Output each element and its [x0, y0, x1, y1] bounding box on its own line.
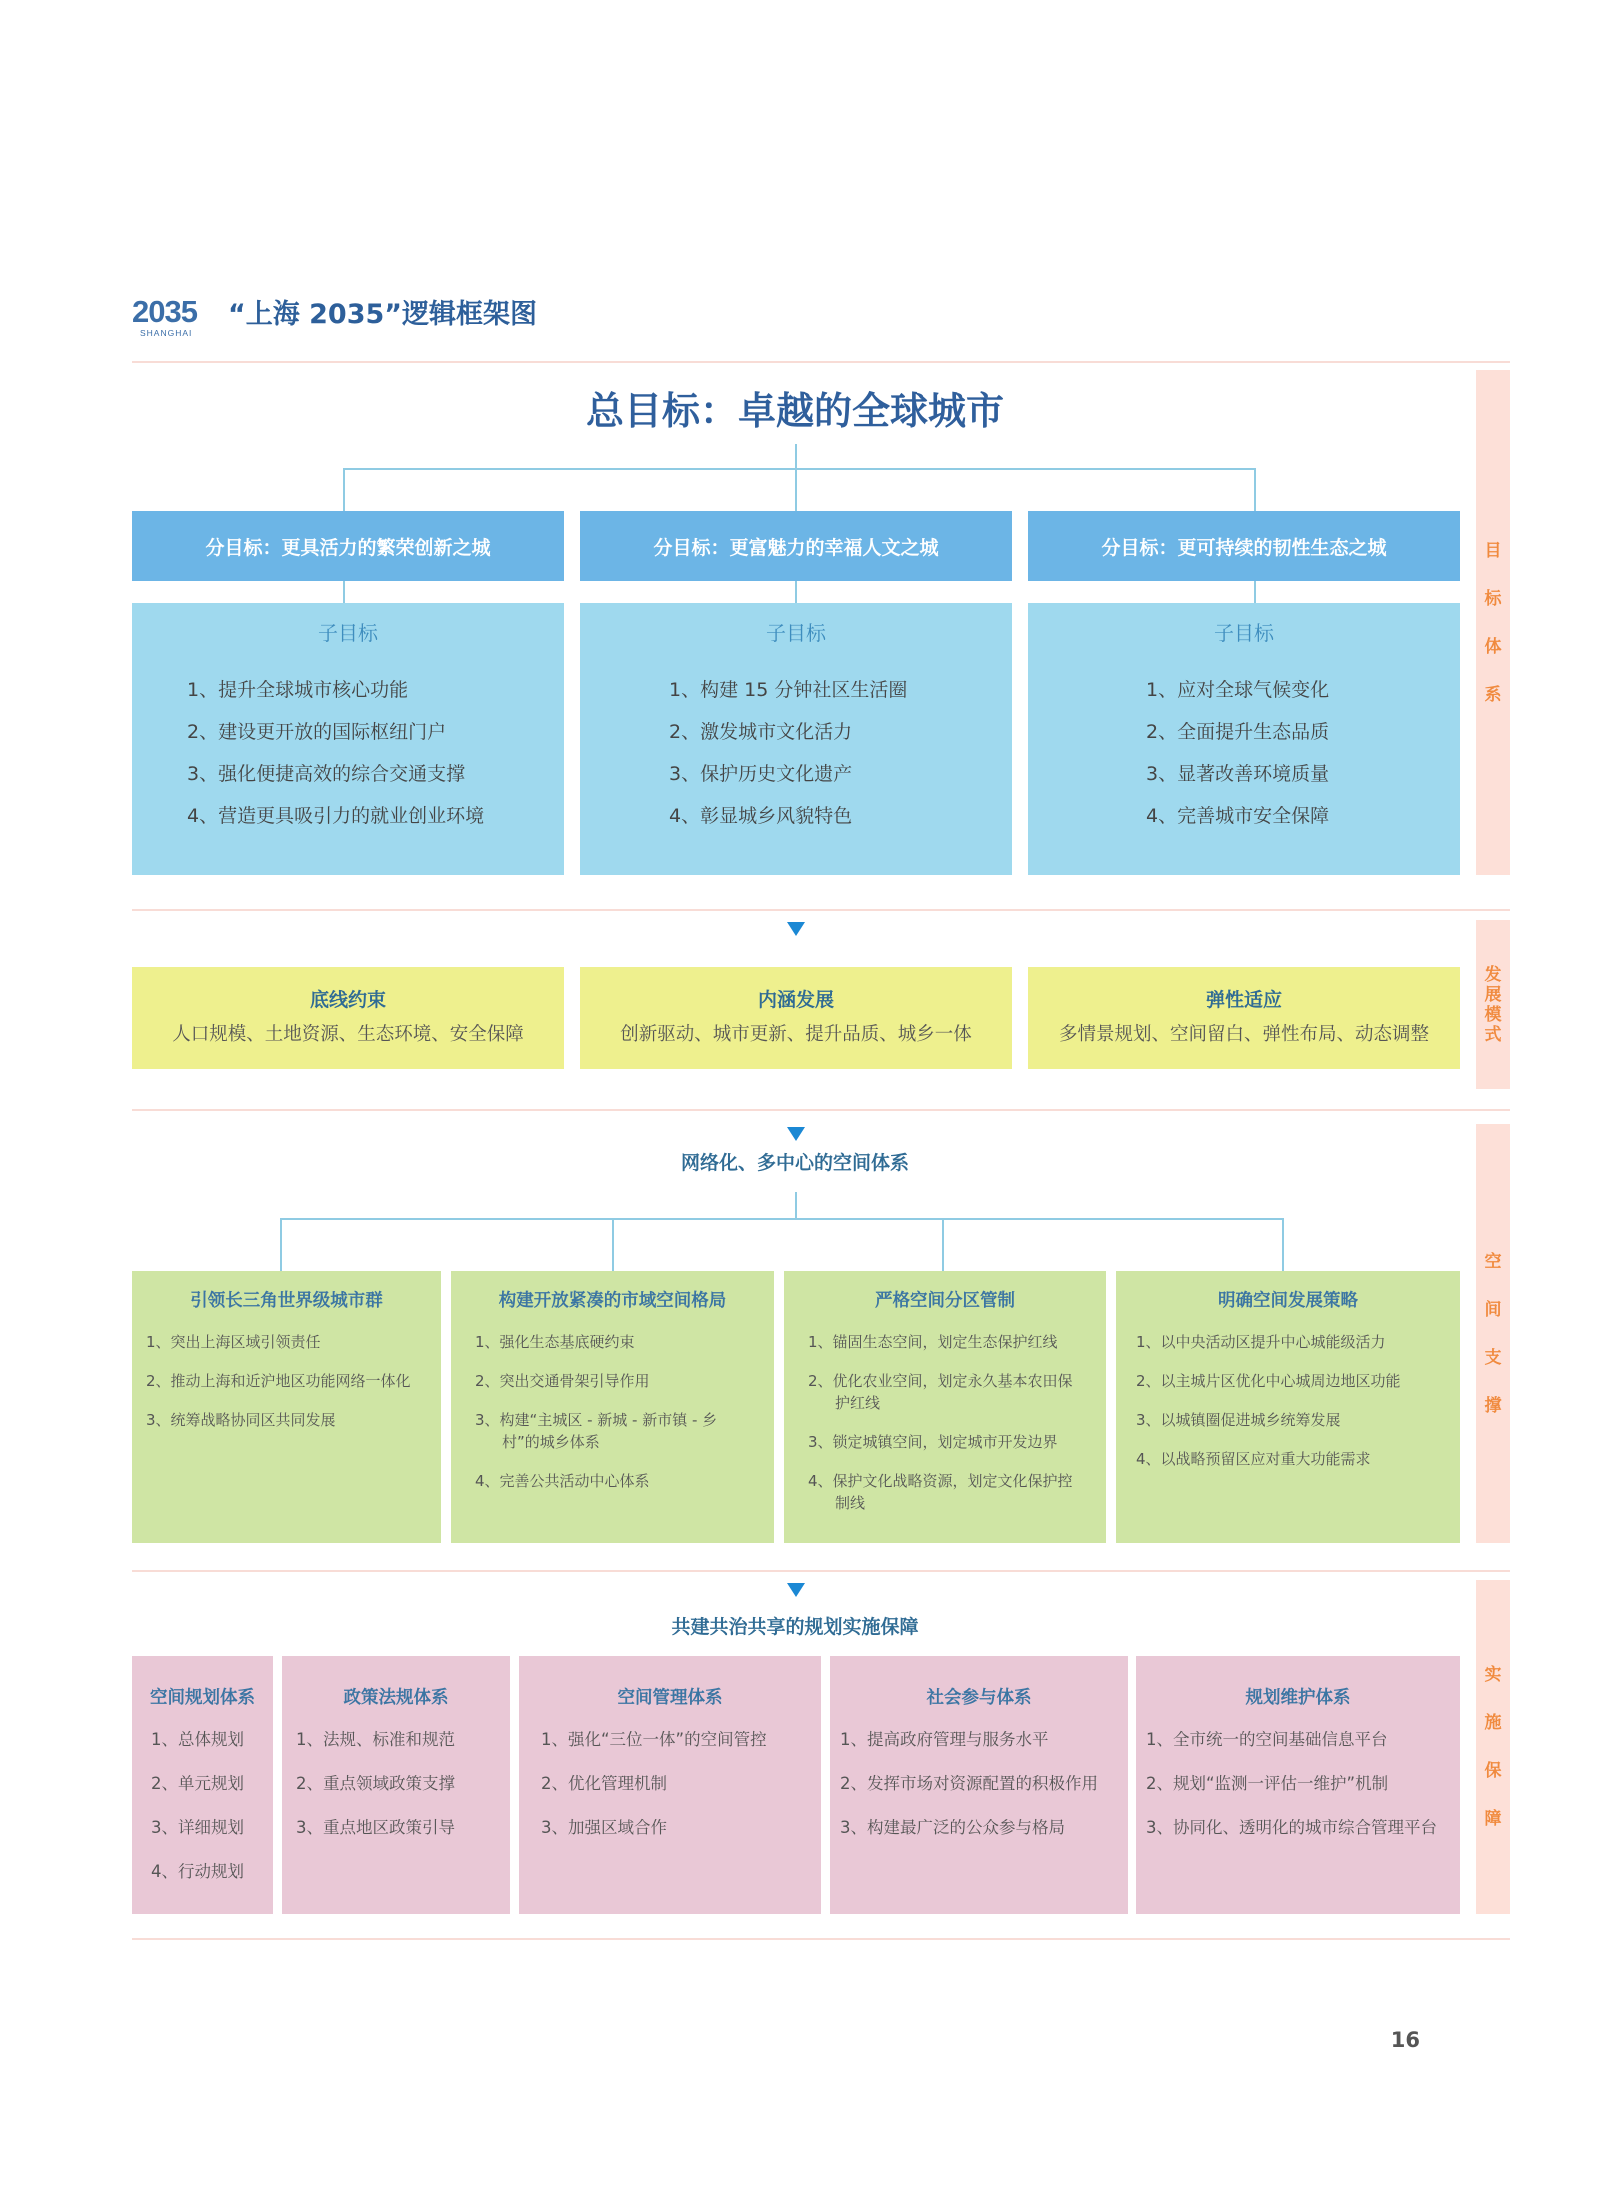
- subgoal-box-ecological: [1028, 603, 1460, 875]
- spatial-item: 3、构建“主城区 - 新城 - 新市镇 - 乡村”的城乡体系: [475, 1411, 718, 1451]
- subgoal-head-ecological: 分目标：更可持续的韧性生态之城: [1028, 511, 1460, 581]
- subgoal-item: 2、激发城市文化活力: [669, 721, 853, 743]
- spatial-item: 2、以主城片区优化中心城周边地区功能: [1136, 1372, 1401, 1390]
- connector-line: [343, 581, 345, 603]
- implementation-item: 2、规划“监测一评估一维护”机制: [1146, 1774, 1389, 1793]
- down-arrow-icon: [787, 1127, 805, 1141]
- side-tab-development-mode: 发 展 模 式: [1476, 920, 1510, 1089]
- divider-goal: [132, 909, 1510, 911]
- implementation-box-title: 社会参与体系: [926, 1688, 1032, 1708]
- implementation-item: 2、优化管理机制: [541, 1774, 667, 1793]
- implementation-box-spatial-management: [519, 1656, 821, 1914]
- subgoal-caption: 子目标: [766, 621, 826, 645]
- spatial-item: 1、锚固生态空间，划定生态保护红线: [808, 1333, 1058, 1351]
- implementation-item: 2、重点领域政策支撑: [296, 1774, 455, 1793]
- side-tab-spatial-support: 空 间 支 撑: [1476, 1124, 1510, 1543]
- spatial-box-title: 引领长三角世界级城市群: [190, 1291, 383, 1311]
- implementation-item: 1、全市统一的空间基础信息平台: [1146, 1730, 1388, 1749]
- spatial-item: 4、完善公共活动中心体系: [475, 1472, 650, 1490]
- implementation-item: 3、加强区域合作: [541, 1818, 667, 1837]
- down-arrow-icon: [787, 922, 805, 936]
- implementation-title: 共建共治共享的规划实施保障: [671, 1616, 919, 1638]
- subgoal-item: 2、建设更开放的国际枢纽门户: [187, 721, 447, 743]
- implementation-box-plan-maintenance: [1136, 1656, 1460, 1914]
- development-title: 内涵发展: [757, 989, 834, 1011]
- spatial-item: 1、突出上海区域引领责任: [146, 1333, 321, 1351]
- implementation-item: 1、提高政府管理与服务水平: [840, 1730, 1049, 1749]
- spatial-system-title: 网络化、多中心的空间体系: [680, 1152, 909, 1174]
- spatial-item: 3、以城镇圈促进城乡统筹发展: [1136, 1411, 1341, 1429]
- spatial-item: 1、强化生态基底硬约束: [475, 1333, 635, 1351]
- development-title: 弹性适应: [1205, 989, 1282, 1011]
- implementation-item: 3、构建最广泛的公众参与格局: [840, 1818, 1065, 1837]
- side-tab-implementation-guarantee: 实 施 保 障: [1476, 1580, 1510, 1914]
- subgoal-item: 3、显著改善环境质量: [1146, 763, 1330, 785]
- development-box-connotation: [580, 967, 1012, 1069]
- implementation-item: 2、单元规划: [151, 1774, 244, 1793]
- development-title: 底线约束: [309, 989, 386, 1011]
- subgoal-item: 1、构建 15 分钟社区生活圈: [669, 679, 908, 701]
- spatial-item: 1、以中央活动区提升中心城能级活力: [1136, 1333, 1386, 1351]
- connector-line: [1254, 581, 1256, 603]
- subgoal-item: 4、彰显城乡风貌特色: [669, 805, 853, 827]
- spatial-item: 2、优化农业空间，划定永久基本农田保护红线: [808, 1372, 1073, 1412]
- subgoal-head-innovation: 分目标：更具活力的繁荣创新之城: [132, 511, 564, 581]
- development-box-resilience: [1028, 967, 1460, 1069]
- spatial-box-title: 明确空间发展策略: [1218, 1291, 1358, 1311]
- implementation-box-title: 空间规划体系: [150, 1688, 255, 1708]
- subgoal-item: 1、应对全球气候变化: [1146, 679, 1330, 701]
- development-desc: 多情景规划、空间留白、弹性布局、动态调整: [1058, 1024, 1429, 1045]
- subgoal-item: 4、完善城市安全保障: [1146, 805, 1330, 827]
- implementation-box-policy-law: [282, 1656, 510, 1914]
- implementation-item: 3、详细规划: [151, 1818, 244, 1837]
- page-number: 16: [1390, 2028, 1420, 2052]
- divider-top: [132, 361, 1510, 363]
- shanghai-2035-logo: [132, 296, 212, 340]
- divider-bottom: [132, 1938, 1510, 1940]
- subgoal-item: 2、全面提升生态品质: [1146, 721, 1330, 743]
- spatial-item: 3、统筹战略协同区共同发展: [146, 1411, 336, 1429]
- connector-line: [795, 444, 797, 469]
- implementation-box-title: 政策法规体系: [343, 1688, 449, 1708]
- subgoal-item: 3、强化便捷高效的综合交通支撑: [187, 763, 466, 785]
- connector-line: [795, 1192, 797, 1219]
- implementation-item: 1、法规、标准和规范: [296, 1730, 455, 1749]
- connector-line: [612, 1218, 614, 1271]
- implementation-item: 1、总体规划: [151, 1730, 244, 1749]
- implementation-box-spatial-planning: [132, 1656, 273, 1914]
- subgoal-head-humanistic: 分目标：更富魅力的幸福人文之城: [580, 511, 1012, 581]
- implementation-item: 1、强化“三位一体”的空间管控: [541, 1730, 767, 1749]
- spatial-box-title: 严格空间分区管制: [875, 1291, 1015, 1311]
- divider-development: [132, 1109, 1510, 1111]
- implementation-item: 2、发挥市场对资源配置的积极作用: [840, 1774, 1098, 1793]
- spatial-item: 4、以战略预留区应对重大功能需求: [1136, 1450, 1371, 1468]
- connector-line: [1282, 1218, 1284, 1271]
- implementation-item: 3、协同化、透明化的城市综合管理平台: [1146, 1818, 1437, 1837]
- spatial-box-yangtze-delta: [132, 1271, 441, 1543]
- connector-line: [280, 1218, 1284, 1220]
- implementation-box-social-participation: [830, 1656, 1128, 1914]
- development-desc: 创新驱动、城市更新、提升品质、城乡一体: [620, 1024, 972, 1045]
- connector-line: [942, 1218, 944, 1271]
- spatial-box-title: 构建开放紧凑的市域空间格局: [498, 1291, 727, 1311]
- side-tab-goal-system: 目 标 体 系: [1476, 370, 1510, 875]
- logo-number: 2035: [132, 294, 197, 329]
- subgoal-item: 1、提升全球城市核心功能: [187, 679, 409, 701]
- connector-line: [280, 1218, 282, 1271]
- spatial-box-development-strategy: [1116, 1271, 1460, 1543]
- implementation-box-title: 规划维护体系: [1245, 1688, 1351, 1708]
- subgoal-item: 3、保护历史文化遗产: [669, 763, 853, 785]
- spatial-item: 2、突出交通骨架引导作用: [475, 1372, 650, 1390]
- divider-spatial: [132, 1570, 1510, 1572]
- spatial-item: 4、保护文化战略资源，划定文化保护控制线: [808, 1472, 1073, 1512]
- page-title: “上海 2035”逻辑框架图: [228, 299, 538, 330]
- overall-goal-title: 总目标：卓越的全球城市: [585, 389, 1004, 433]
- development-desc: 人口规模、土地资源、生态环境、安全保障: [172, 1024, 524, 1045]
- subgoal-caption: 子目标: [1214, 621, 1274, 645]
- connector-line: [343, 468, 345, 511]
- connector-line: [795, 468, 797, 511]
- implementation-item: 3、重点地区政策引导: [296, 1818, 455, 1837]
- development-box-baseline: [132, 967, 564, 1069]
- down-arrow-icon: [787, 1583, 805, 1597]
- connector-line: [1254, 468, 1256, 511]
- implementation-item: 4、行动规划: [151, 1862, 244, 1881]
- spatial-item: 3、锁定城镇空间，划定城市开发边界: [808, 1433, 1058, 1451]
- subgoal-item: 4、营造更具吸引力的就业创业环境: [187, 805, 485, 827]
- subgoal-caption: 子目标: [318, 621, 378, 645]
- spatial-item: 2、推动上海和近沪地区功能网络一体化: [146, 1372, 411, 1390]
- spatial-box-city-pattern: [451, 1271, 774, 1543]
- connector-line: [795, 581, 797, 603]
- connector-line: [343, 468, 1256, 470]
- subgoal-box-humanistic: [580, 603, 1012, 875]
- subgoal-box-innovation: [132, 603, 564, 875]
- implementation-box-title: 空间管理体系: [617, 1688, 723, 1708]
- spatial-box-zoning-control: [784, 1271, 1106, 1543]
- logo-subtitle: SHANGHAI: [140, 328, 193, 338]
